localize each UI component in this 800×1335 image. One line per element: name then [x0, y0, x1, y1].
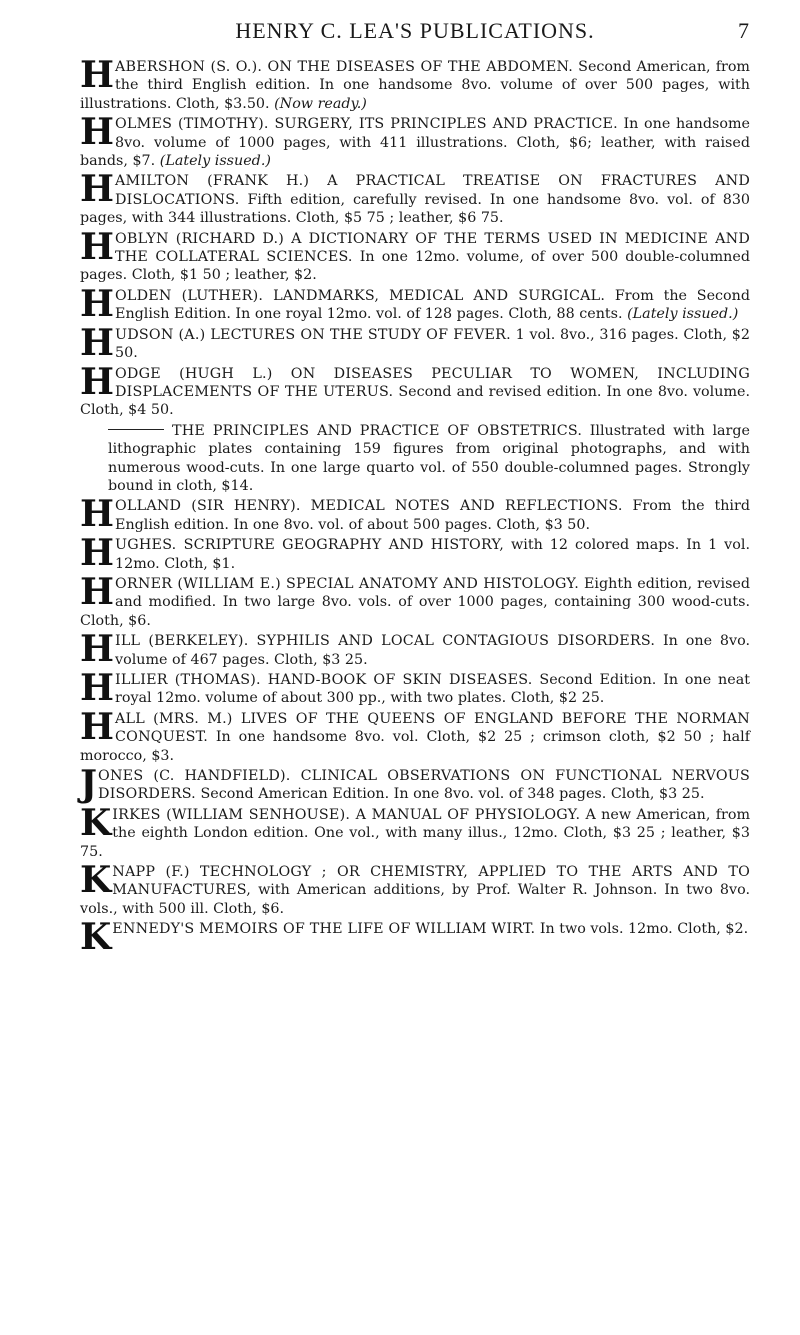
drop-initial: H: [80, 111, 115, 154]
drop-initial: K: [80, 801, 112, 844]
entry-description: with American additions, by Prof. Walter R. Johnson. In two 8vo. vols., with 500 ill. Cloth, $6.: [80, 882, 750, 917]
entry-description: A new American, from the eighth London edition. One vol., with many illus., 12mo. Cloth, $3 25 ; leather, $3 75.: [80, 806, 750, 860]
catalog-entry: [80, 628, 751, 671]
catalog-entry: [80, 493, 750, 536]
entry-heading: OLLAND (SIR HENRY). MEDICAL NOTES AND REFLECTIONS.: [115, 498, 623, 515]
entry-description: From the third English edition. In one 8vo. vol. of about 500 pages. Cloth, $3 50.: [115, 498, 750, 533]
catalog-entry: [80, 705, 750, 765]
entry-description: with 12 colored maps. In 1 vol. 12mo. Cloth, $1.: [115, 537, 750, 572]
entry-description: In one handsome 8vo. volume of 1000 pages, with 411 illustrations. Cloth, $6; leather, with raised bands, $7.: [80, 116, 751, 170]
catalog-entry: [80, 801, 750, 861]
entry-heading: ODGE (HUGH L.) ON DISEASES PECULIAR TO WOMEN, INCLUDING DISPLACEMENTS OF THE UTERUS.: [115, 365, 750, 400]
catalog-entry: [80, 168, 751, 227]
entry-heading: OLDEN (LUTHER). LANDMARKS, MEDICAL AND SURGICAL.: [115, 287, 606, 304]
drop-initial: H: [80, 628, 115, 671]
drop-initial: H: [80, 54, 115, 96]
entry-description: Second Edition. In one neat royal 12mo. volume of about 300 pp., with two plates. Cloth, $2 25.: [115, 672, 750, 707]
catalog-entry: [80, 532, 750, 575]
entry-heading: ILL (BERKELEY). SYPHILIS AND LOCAL CONTAGIOUS DISORDERS.: [115, 633, 656, 650]
entry-description: Fifth edition, carefully revised. In one handsome 8vo. vol. of 830 pages, with 344 illustrations. Cloth, $5 75 ; leather, $6 75.: [80, 191, 751, 227]
catalog-entry: [80, 111, 751, 170]
drop-initial: K: [80, 916, 112, 959]
entry-description: In one 8vo. volume of 467 pages. Cloth, $3 25.: [115, 633, 751, 668]
drop-initial: H: [80, 168, 115, 211]
entry-heading: ALL (MRS. M.) LIVES OF THE QUEENS OF ENGLAND BEFORE THE NORMAN CONQUEST.: [115, 710, 750, 746]
entry-heading: NAPP (F.) TECHNOLOGY ; OR CHEMISTRY, APPLIED TO THE ARTS AND TO MANUFACTURES,: [112, 864, 750, 899]
entry-status-note: (Lately issued.): [159, 153, 271, 170]
entry-status-note: (Now ready.): [274, 95, 367, 112]
entry-description: Illustrated with large lithographic plates containing 159 figures from original photographs, and with numerous wood-cuts. In one large quarto vol. of 550 double-columned pages. Strongly bound in cloth, $14.: [108, 422, 751, 494]
entry-heading: OLMES (TIMOTHY). SURGERY, ITS PRINCIPLES AND PRACTICE.: [115, 116, 618, 133]
entry-heading: ORNER (WILLIAM E.) SPECIAL ANATOMY AND HISTOLOGY.: [115, 575, 579, 592]
drop-initial: H: [80, 282, 115, 325]
ditto-rule: [108, 429, 164, 430]
drop-initial: H: [80, 360, 115, 403]
entry-heading: THE PRINCIPLES AND PRACTICE OF OBSTETRICS.: [172, 422, 583, 439]
catalog-entry: [80, 225, 751, 285]
entry-heading: ONES (C. HANDFIELD). CLINICAL OBSERVATIONS ON FUNCTIONAL NERVOUS DISORDERS.: [98, 768, 750, 803]
entry-description: Second American Edition. In one 8vo. vol. of 348 pages. Cloth, $3 25.: [200, 786, 705, 803]
drop-initial: H: [80, 493, 115, 536]
entry-description: Eighth edition, revised and modified. In two large 8vo. vols. of over 1000 pages, containing 300 wood-cuts. Cloth, $6.: [80, 575, 751, 629]
entry-heading: UDSON (A.) LECTURES ON THE STUDY OF FEVER.: [115, 326, 511, 343]
catalog-entries: [80, 54, 751, 959]
drop-initial: K: [80, 859, 112, 902]
drop-initial: H: [80, 225, 115, 268]
entry-heading: ENNEDY'S MEMOIRS OF THE LIFE OF WILLIAM WIRT.: [112, 921, 536, 938]
catalog-entry: [80, 282, 751, 325]
page-number: 7: [738, 18, 750, 43]
entry-description: In one 12mo. volume, of over 500 double-columned pages. Cloth, $1 50 ; leather, $2.: [80, 249, 751, 284]
running-title: HENRY C. LEA'S PUBLICATIONS.: [235, 18, 595, 43]
drop-initial: H: [80, 321, 115, 364]
running-head: [80, 10, 750, 50]
drop-initial: H: [80, 705, 115, 748]
drop-initial: H: [80, 570, 115, 613]
drop-initial: J: [80, 763, 98, 806]
catalog-entry: [80, 360, 751, 420]
entry-description: 1 vol. 8vo., 316 pages. Cloth, $2 50.: [115, 326, 750, 362]
catalog-entry: [80, 667, 750, 709]
entry-description: From the Second English Edition. In one royal 12mo. vol. of 128 pages. Cloth, 88 cents.: [115, 287, 751, 323]
entry-status-note: (Lately issued.): [627, 306, 739, 323]
entry-heading: AMILTON (FRANK H.) A PRACTICAL TREATISE ON FRACTURES AND DISLOCATIONS.: [115, 173, 750, 208]
catalog-entry: [80, 570, 751, 630]
entry-heading: ABERSHON (S. O.). ON THE DISEASES OF THE ABDOMEN.: [115, 59, 574, 75]
entry-heading: ILLIER (THOMAS). HAND-BOOK OF SKIN DISEASES.: [115, 672, 533, 688]
entry-description: In one handsome 8vo. vol. Cloth, $2 25 ; crimson cloth, $2 50 ; half morocco, $3.: [80, 729, 750, 764]
entry-heading: IRKES (WILLIAM SENHOUSE). A MANUAL OF PHYSIOLOGY.: [112, 806, 581, 823]
catalog-entry: [80, 54, 750, 113]
entry-heading: OBLYN (RICHARD D.) A DICTIONARY OF THE TERMS USED IN MEDICINE AND THE COLLATERAL SCIENCES.: [115, 230, 750, 266]
catalog-entry: [80, 916, 750, 959]
catalog-entry: [80, 321, 750, 364]
entry-description: Second and revised edition. In one 8vo. volume. Cloth, $4 50.: [80, 383, 751, 419]
drop-initial: H: [80, 667, 115, 709]
catalog-entry: [80, 859, 750, 918]
entry-heading: UGHES. SCRIPTURE GEOGRAPHY AND HISTORY,: [115, 537, 505, 554]
entry-description: In two vols. 12mo. Cloth, $2.: [539, 921, 749, 938]
catalog-entry: [80, 763, 750, 806]
entry-description: Second American, from the third English edition. In one handsome 8vo. volume of over 500 pages, with illustrations. Cloth, $3.50.: [80, 59, 750, 112]
drop-initial: H: [80, 532, 115, 575]
catalog-entry: [80, 422, 750, 496]
